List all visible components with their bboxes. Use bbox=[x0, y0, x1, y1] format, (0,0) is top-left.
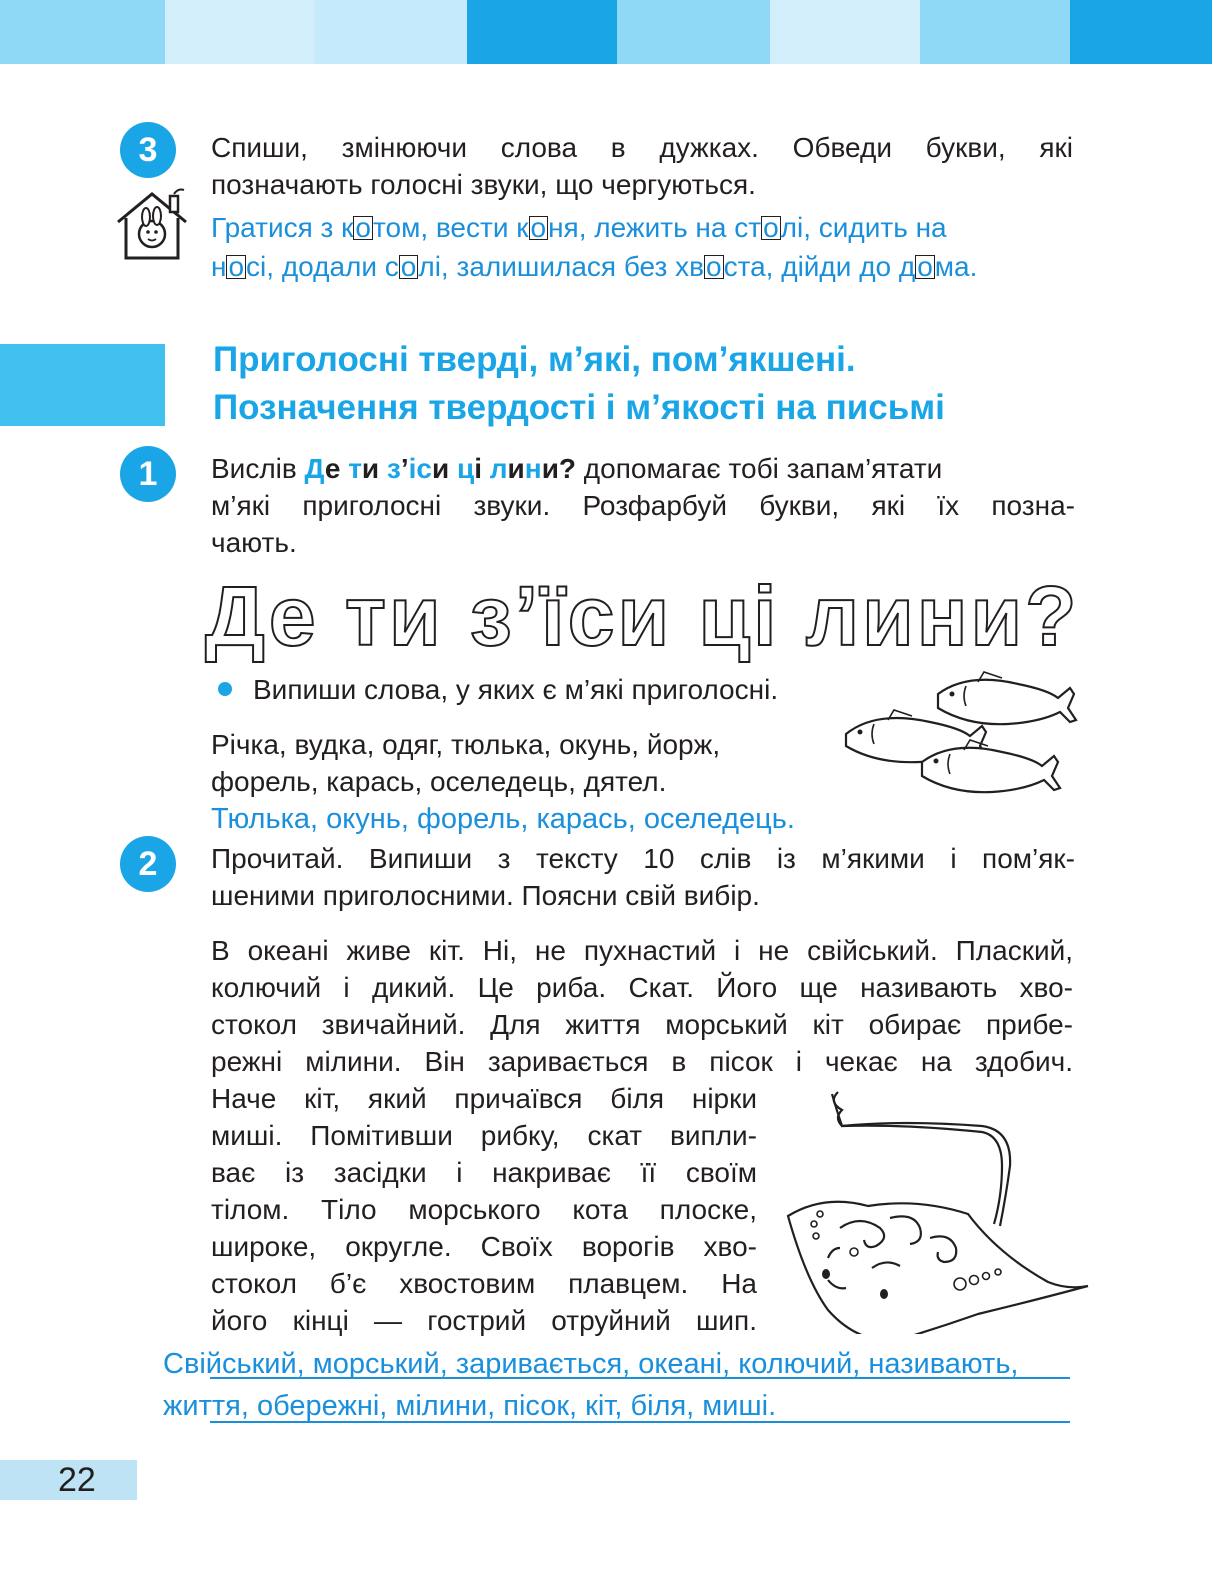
boxed-vowel: о bbox=[228, 251, 245, 282]
task3-answer-line1 bbox=[211, 208, 1091, 247]
phrase-letter: т bbox=[348, 453, 362, 484]
answer-text: сі, додали с bbox=[246, 251, 399, 282]
phrase-letter: л bbox=[489, 453, 508, 484]
fish-words-line1: Річка, вудка, одяг, тюлька, окунь, йорж, bbox=[211, 729, 721, 760]
task3-line1: Спиши, змінюючи слова в дужках. Обведи букви, які bbox=[211, 132, 1073, 163]
boxed-vowel: о bbox=[706, 251, 722, 282]
bullet-icon bbox=[218, 682, 232, 696]
task1-line3: чають. bbox=[211, 527, 297, 558]
top-bar-segment bbox=[617, 0, 770, 64]
task2-instruction bbox=[211, 840, 1075, 914]
paragraph-line: стокол звичайний. Для життя морський кіт обирає прибе- bbox=[211, 1009, 1073, 1040]
boxed-vowel: о bbox=[400, 251, 417, 282]
paragraph-line: миші. Помітивши рибку, скат випли- bbox=[211, 1120, 757, 1151]
phrase-letter: ц bbox=[456, 453, 475, 484]
paragraph-line: стокол б’є хвостовим плавцем. На bbox=[211, 1268, 757, 1299]
answer-text: ня, лежить на ст bbox=[548, 212, 762, 243]
task2-answer bbox=[163, 1343, 1019, 1427]
boxed-vowel: о bbox=[530, 212, 547, 243]
homework-house-icon bbox=[112, 186, 192, 264]
paragraph-line: Наче кіт, який причаївся біля нірки bbox=[211, 1083, 757, 1114]
task-number-3: 3 bbox=[120, 122, 176, 178]
answer-text: ста, дійди до д bbox=[723, 251, 916, 282]
page-number: 22 bbox=[58, 1461, 96, 1499]
paragraph-line: широке, округле. Своїх ворогів хво- bbox=[211, 1231, 757, 1262]
page-number-box bbox=[0, 1460, 137, 1500]
answer-text: ма. bbox=[934, 251, 978, 282]
fish-words bbox=[211, 726, 720, 800]
paragraph-line: В океані живе кіт. Ні, не пухнастий і не свійський. Плаский, bbox=[211, 935, 1073, 966]
paragraph-line: тілом. Тіло морського кота плоске, bbox=[211, 1194, 757, 1225]
section-heading-bar bbox=[0, 344, 165, 426]
phrase-letter: и? bbox=[541, 453, 577, 484]
task2-line2: шеними приголосними. Поясни свій вибір. bbox=[211, 880, 760, 911]
paragraph-line: ває із засідки і накриває її своїм bbox=[211, 1157, 757, 1188]
bullet-instruction: Випиши слова, у яких є м’які приголосні. bbox=[253, 674, 779, 705]
task2-line1: Прочитай. Випиши з тексту 10 слів із м’якими і пом’як- bbox=[211, 843, 1075, 874]
fish-illustration bbox=[838, 664, 1078, 798]
phrase-letter: е bbox=[324, 453, 349, 484]
task2-answer-line1: Свійський, морський, заривається, океані, колючий, називають, bbox=[163, 1348, 1019, 1380]
section-title bbox=[213, 336, 945, 432]
task-number-2: 2 bbox=[120, 836, 176, 892]
outline-phrase: Де ти з’їси ці лини? bbox=[205, 569, 1080, 663]
section-title-line2: Позначення твердості і м’якості на письмі bbox=[213, 388, 945, 427]
phrase-letter: з bbox=[386, 453, 401, 484]
task3-line2: позначають голосні звуки, що чергуються. bbox=[211, 169, 756, 200]
task-number-1: 1 bbox=[120, 446, 176, 502]
task2-answer-line2: життя, обережні, мілини, пісок, кіт, біля, миші. bbox=[163, 1390, 777, 1422]
answer-text: лі, сидить на bbox=[780, 212, 947, 243]
answer-text: том, вести к bbox=[372, 212, 529, 243]
top-bar-segment bbox=[315, 0, 467, 64]
section-title-line1: Приголосні тверді, м’які, пом’якшені. bbox=[213, 340, 856, 379]
answer-text: Гратися з к bbox=[211, 212, 354, 243]
phrase-letter: н bbox=[524, 453, 542, 484]
task3-answer bbox=[211, 208, 1091, 286]
boxed-vowel: о bbox=[763, 212, 779, 243]
phrase-letter: ’ bbox=[400, 453, 409, 484]
task1-line1 bbox=[211, 450, 1075, 487]
task2-paragraph-narrow bbox=[211, 1080, 757, 1339]
task3-instruction bbox=[211, 129, 1073, 203]
top-bar-segment bbox=[467, 0, 617, 64]
phrase-letter: и bbox=[431, 453, 457, 484]
boxed-vowel: о bbox=[917, 251, 933, 282]
phrase bbox=[305, 453, 576, 484]
top-color-bar bbox=[0, 0, 1212, 64]
top-bar-segment bbox=[0, 0, 165, 64]
task1-suffix: допомагає тобі запам’ятати bbox=[576, 453, 943, 484]
paragraph-line: його кінці — гострий отруйний шип. bbox=[211, 1305, 757, 1336]
phrase-letter: и bbox=[361, 453, 387, 484]
task2-paragraph-wide bbox=[211, 932, 1073, 1080]
task3-answer-line2 bbox=[211, 247, 1091, 286]
answer-text: н bbox=[211, 251, 227, 282]
phrase-letter: Д bbox=[304, 453, 325, 484]
task1-instruction bbox=[211, 450, 1075, 561]
phrase-letter: і bbox=[408, 453, 417, 484]
paragraph-line: колючий і дикий. Це риба. Скат. Його ще називають хво- bbox=[211, 972, 1073, 1003]
paragraph-line: режні мілини. Він заривається в пісок і чекає на здобич. bbox=[211, 1046, 1073, 1077]
boxed-vowel: о bbox=[355, 212, 371, 243]
task1-line2: м’які приголосні звуки. Розфарбуй букви, які їх позна- bbox=[211, 490, 1075, 521]
phrase-letter: и bbox=[507, 453, 525, 484]
phrase-letter: і bbox=[474, 453, 490, 484]
phrase-letter: с bbox=[416, 453, 432, 484]
fish-words-line2: форель, карась, оселедець, дятел. bbox=[211, 766, 667, 797]
top-bar-segment bbox=[770, 0, 920, 64]
answer-text: лі, залишилася без хв bbox=[418, 251, 705, 282]
task1-answer: Тюлька, окунь, форель, карась, оселедець. bbox=[211, 803, 795, 835]
top-bar-segment bbox=[165, 0, 315, 64]
top-bar-segment bbox=[920, 0, 1070, 64]
task1-prefix: Вислів bbox=[211, 453, 305, 484]
stingray-illustration bbox=[780, 1088, 1092, 1334]
top-bar-segment bbox=[1070, 0, 1212, 64]
